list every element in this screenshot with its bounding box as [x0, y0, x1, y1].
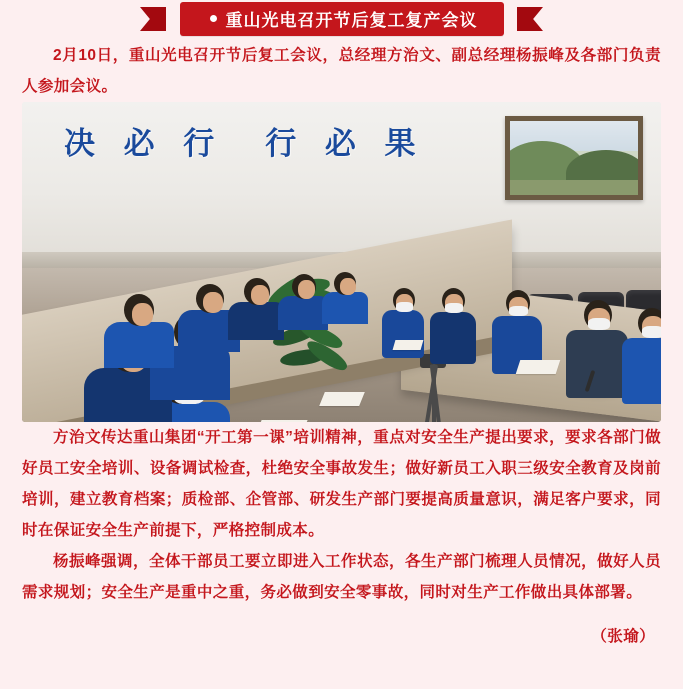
paragraph-1: 2月10日，重山光电召开节后复工会议，总经理方治文、副总经理杨振峰及各部门负责人参加会议。	[22, 47, 661, 95]
tripod-leg	[432, 364, 436, 422]
banner-title-pill	[180, 2, 504, 36]
person	[622, 308, 661, 404]
person	[322, 272, 372, 324]
wall-picture-frame	[505, 116, 643, 200]
signature: （张瑜）	[591, 628, 655, 645]
article-body	[0, 40, 683, 646]
banner	[0, 0, 683, 38]
meeting-photo	[22, 102, 661, 422]
document-paper	[516, 360, 561, 374]
document-paper	[319, 392, 365, 406]
frame-ground	[510, 180, 638, 195]
paragraph-2: 方治文传达重山集团“开工第一课”培训精神，重点对安全生产提出要求，要求各部门做好员工安全培训、设备调试检查，杜绝安全事故发生；做好新员工入职三级安全教育及岗前培训，建立教育档案；质检部、企管部、研发生产部门要提高质量意识，满足客户要求，同时在保证安全生产前提下，严格控制成本。	[22, 429, 661, 539]
page-title: 重山光电召开节后复工复产会议	[225, 11, 478, 30]
dot-icon	[210, 15, 217, 22]
paragraph-3: 杨振峰强调，全体干部员工要立即进入工作状态，各生产部门梳理人员情况，做好人员需求规划；安全生产是重中之重，务必做到安全零事故，同时对生产工作做出具体部署。	[22, 553, 661, 601]
wall-slogan-text: 决 必 行 行 必 果	[64, 126, 426, 161]
banner-ribbon-right	[517, 7, 543, 31]
person	[430, 288, 478, 364]
banner-ribbon-left	[140, 7, 166, 31]
person	[566, 298, 630, 398]
document-paper	[393, 340, 424, 350]
document-paper	[254, 420, 307, 422]
person	[104, 294, 178, 368]
